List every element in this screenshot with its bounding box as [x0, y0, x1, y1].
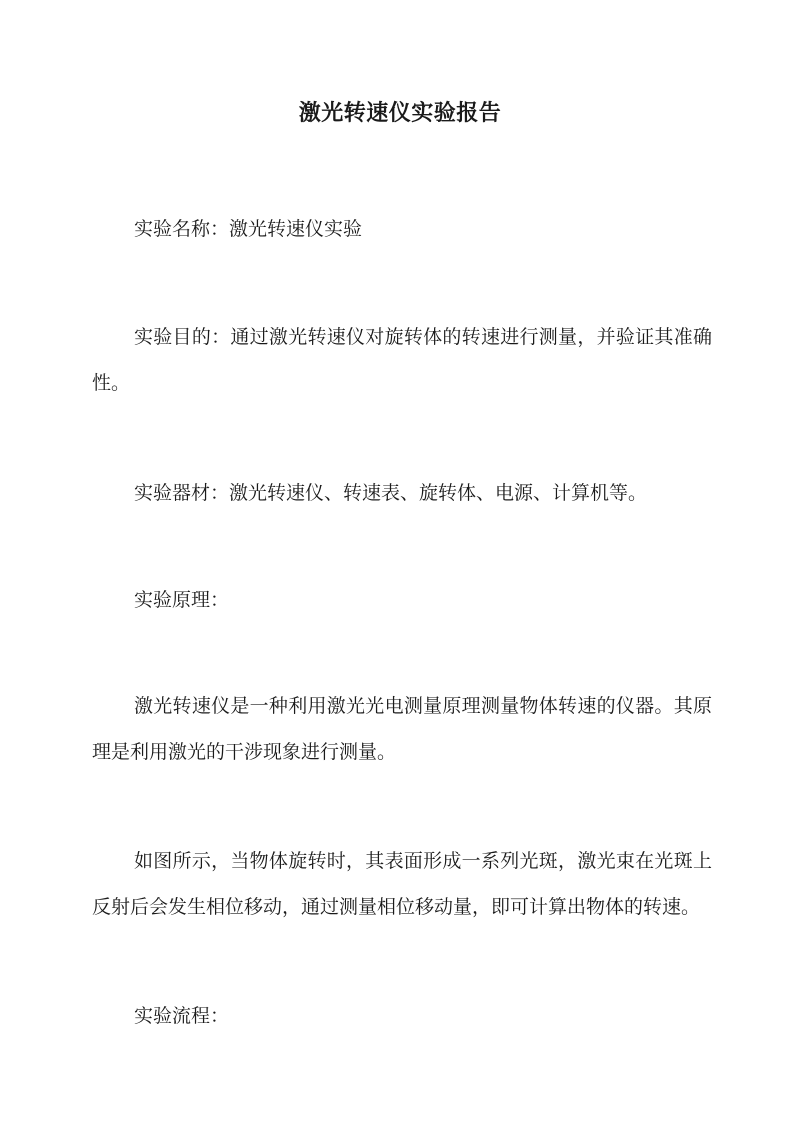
principle-description-paragraph: 激光转速仪是一种利用激光光电测量原理测量物体转速的仪器。其原理是利用激光的干涉现象进行测量。	[92, 695, 712, 763]
document-title: 激光转速仪实验报告	[298, 100, 502, 126]
experiment-principle-heading: 实验原理：	[134, 589, 230, 611]
experiment-purpose-paragraph: 实验目的：通过激光转速仪对旋转体的转速进行测量，并验证其准确性。	[92, 326, 712, 394]
figure-explanation-paragraph: 如图所示，当物体旋转时，其表面形成一系列光斑，激光束在光斑上反射后会发生相位移动，通过测量相位移动量，即可计算出物体的转速。	[92, 850, 712, 918]
experiment-process-heading: 实验流程：	[134, 1005, 230, 1027]
experiment-name-paragraph: 实验名称：激光转速仪实验	[134, 218, 363, 240]
experiment-equipment-paragraph: 实验器材：激光转速仪、转速表、旋转体、电源、计算机等。	[134, 482, 648, 504]
